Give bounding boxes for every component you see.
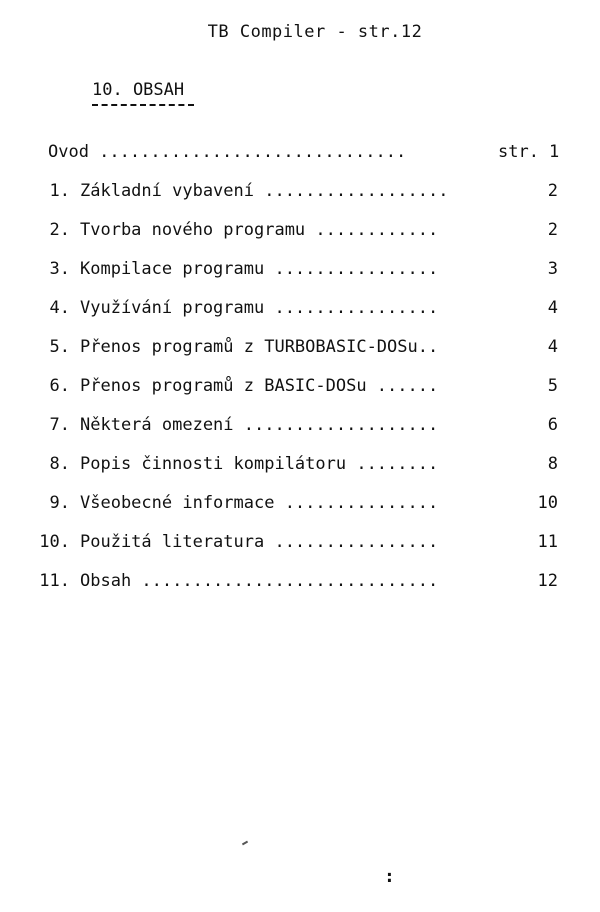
toc-entry-number: 5.	[49, 337, 70, 357]
running-header: TB Compiler - str.12	[207, 22, 423, 42]
toc-entry-number: 3.	[49, 259, 70, 279]
toc-entry	[30, 257, 570, 296]
table-of-contents	[30, 140, 570, 608]
toc-entry	[30, 491, 570, 530]
toc-entry-page	[498, 140, 558, 164]
toc-entry-page: 12	[537, 571, 558, 591]
toc-page-prefix: str.	[498, 142, 539, 162]
toc-entry	[30, 335, 570, 374]
toc-entry-number: 9.	[49, 493, 70, 513]
toc-entry-number: 11.	[39, 571, 70, 591]
toc-entry-page: 5	[547, 376, 558, 396]
toc-entry-number: 8.	[49, 454, 70, 474]
toc-entry-title: Použitá literatura ................	[80, 532, 439, 552]
toc-entry-page: 2	[547, 181, 558, 201]
toc-entry-number: 2.	[49, 220, 70, 240]
toc-entry-number: 6.	[49, 376, 70, 396]
toc-entry-number: 1.	[49, 181, 70, 201]
toc-entry-title: Přenos programů z BASIC-DOSu ......	[80, 376, 439, 396]
toc-entry	[30, 452, 570, 491]
toc-entry-page: 2	[547, 220, 558, 240]
toc-entry-title: Základní vybavení ..................	[80, 181, 449, 201]
toc-entry-title: Kompilace programu ................	[80, 259, 439, 279]
stray-mark	[242, 841, 248, 846]
toc-entry-intro	[30, 140, 570, 179]
toc-entry-page: 10	[537, 493, 558, 513]
footer-mark: :	[384, 866, 395, 887]
toc-entry	[30, 374, 570, 413]
toc-entry-title: Všeobecné informace ...............	[80, 493, 439, 513]
toc-page-number: 1	[548, 142, 560, 162]
toc-entry-page: 4	[547, 298, 558, 318]
toc-entry	[30, 569, 570, 608]
section-title: 10. OBSAH	[92, 80, 185, 100]
toc-entry-page: 4	[547, 337, 558, 357]
toc-entry-number: 7.	[49, 415, 70, 435]
toc-entry	[30, 179, 570, 218]
toc-entry-title: Obsah .............................	[80, 571, 439, 591]
section-title-underline	[92, 104, 194, 106]
toc-entry-number: 10.	[39, 532, 70, 552]
toc-entry-page: 11	[537, 532, 558, 552]
toc-entry-title: Některá omezení ...................	[80, 415, 439, 435]
toc-entry-title: Přenos programů z TURBOBASIC-DOSu..	[80, 337, 439, 357]
toc-entry	[30, 413, 570, 452]
toc-entry-title: Popis činnosti kompilátoru ........	[80, 454, 439, 474]
toc-entry-title: Tvorba nového programu ............	[80, 220, 439, 240]
toc-entry-title: Ovod ..............................	[48, 142, 407, 162]
toc-entry	[30, 296, 570, 335]
toc-entry-page: 3	[547, 259, 558, 279]
toc-entry-page: 6	[547, 415, 558, 435]
toc-entry-page: 8	[547, 454, 558, 474]
toc-entry-number: 4.	[49, 298, 70, 318]
toc-entry	[30, 530, 570, 569]
toc-entry-title: Využívání programu ................	[80, 298, 439, 318]
toc-entry	[30, 218, 570, 257]
